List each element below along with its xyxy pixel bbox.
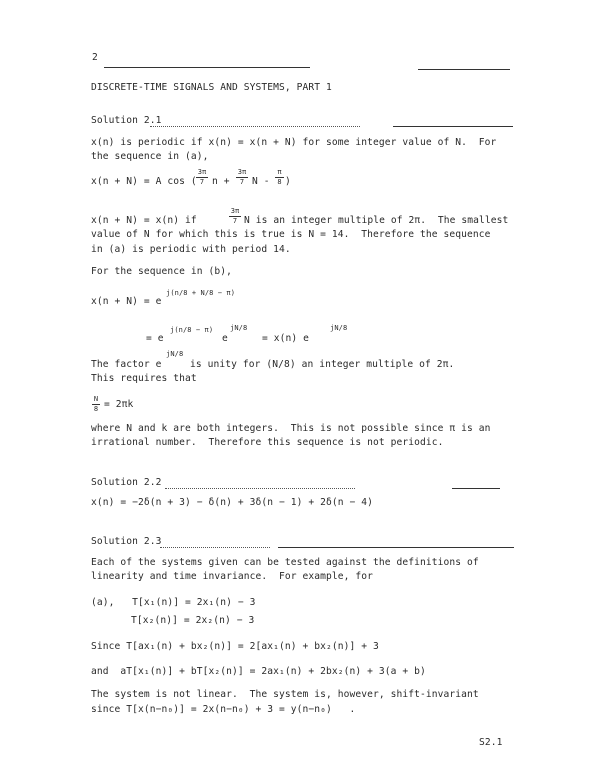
sol-2-3-line-p2: linearity and time invariance. For example, for — [91, 571, 374, 582]
sol-2-1-line-p1: x(n + N) = x(n) if — [91, 215, 197, 226]
solution-2-2-heading: Solution 2.2 — [91, 477, 162, 488]
eq4-rhs: = 2πk — [104, 399, 134, 410]
heading-rule-2-1-right — [393, 126, 513, 127]
eq3-lhs: = e — [146, 333, 164, 344]
sol-2-1-line-p4: For the sequence in (b), — [91, 266, 233, 277]
sol-2-2-equation: x(n) = −2δ(n + 3) − δ(n) + 3δ(n − 1) + 2δ(n − 4) — [91, 497, 374, 508]
eq1-close: ) — [285, 176, 291, 187]
eq3-exponent-2: jN/8 — [230, 324, 248, 332]
eq3-exponent-1: j(n/8 − π) — [170, 326, 214, 334]
p1-frac-den: 7 — [232, 217, 238, 225]
sol-2-1-line-p5-rest: is unity for (N/8) an integer multiple of 2π. — [190, 359, 455, 370]
sol-2-1-line-p7: where N and k are both integers. This is not possible since π is an — [91, 423, 491, 434]
solution-2-3-heading: Solution 2.3 — [91, 536, 162, 547]
p1-frac-num: 3π — [230, 207, 240, 215]
heading-rule-2-3-right — [278, 547, 514, 548]
eq4-frac-num: N — [93, 395, 99, 403]
sol-2-1-line-p1-rest: N is an integer multiple of 2π. The smallest — [244, 215, 509, 226]
sol-2-3-line-p1: Each of the systems given can be tested against the definitions of — [91, 557, 479, 568]
eq1-frac-3 — [275, 169, 284, 186]
sol-2-1-line-p3: in (a) is periodic with period 14. — [91, 244, 291, 255]
p1-frac — [229, 208, 241, 225]
eq3-rhs: = x(n) e — [262, 333, 310, 344]
eq1-frac-1-den: 7 — [199, 178, 205, 186]
heading-rule-2-2 — [165, 488, 355, 489]
heading-rule-2-2-right — [452, 488, 500, 489]
sol-2-1-line-p2: value of N for which this is true is N = 14. Therefore the sequence — [91, 229, 491, 240]
sol-2-3-eq-a1: (a), T[x₁(n)] = 2x₁(n) − 3 — [91, 597, 256, 608]
eq1-N-term: N - — [252, 176, 270, 187]
p5-exponent: jN/8 — [166, 350, 184, 358]
eq1-n-term: n + — [212, 176, 230, 187]
sol-2-1-intro-line-2: the sequence in (a), — [91, 151, 209, 162]
sol-2-3-eq-a2: T[x₂(n)] = 2x₂(n) − 3 — [131, 615, 255, 626]
eq1-frac-2 — [236, 169, 248, 186]
sol-2-3-line-p3: The system is not linear. The system is, however, shift-invariant — [91, 689, 479, 700]
heading-rule-2-1 — [150, 126, 360, 127]
eq1-frac-2-den: 7 — [239, 178, 245, 186]
eq1-frac-2-num: 3π — [237, 168, 247, 176]
eq1-frac-1 — [196, 169, 208, 186]
eq1-frac-3-num: π — [277, 168, 282, 176]
sol-2-3-line-p4: since T[x(n−n₀)] = 2x(n−n₀) + 3 = y(n−n₀) . — [91, 704, 356, 715]
eq2-lhs: x(n + N) = e — [91, 296, 162, 307]
page-number: 2 — [92, 52, 98, 63]
chapter-title: DISCRETE-TIME SIGNALS AND SYSTEMS, PART 1 — [91, 82, 332, 93]
sol-2-1-intro-line-1: x(n) is periodic if x(n) = x(n + N) for some integer value of N. For — [91, 137, 497, 148]
header-rule-right — [418, 69, 510, 70]
solution-2-1-heading: Solution 2.1 — [91, 115, 162, 126]
eq4-frac — [92, 396, 100, 413]
sol-2-1-line-p6: This requires that — [91, 373, 197, 384]
sol-2-3-eq-since: Since T[ax₁(n) + bx₂(n)] = 2[ax₁(n) + bx₂(n)] + 3 — [91, 641, 379, 652]
heading-rule-2-3 — [160, 547, 270, 548]
eq1-lhs: x(n + N) = A cos ( — [91, 176, 197, 187]
sol-2-1-line-p5: The factor e — [91, 359, 162, 370]
header-rule-left — [104, 67, 310, 68]
sol-2-1-line-p8: irrational number. Therefore this sequence is not periodic. — [91, 437, 444, 448]
eq3-exponent-3: jN/8 — [330, 324, 348, 332]
footer-code: S2.1 — [479, 737, 503, 748]
sol-2-3-eq-and: and aT[x₁(n)] + bT[x₂(n)] = 2ax₁(n) + 2bx₂(n) + 3(a + b) — [91, 666, 426, 677]
eq4-frac-den: 8 — [93, 405, 99, 413]
eq2-exponent: j(n/8 + N/8 − π) — [166, 289, 236, 297]
eq3-mid: e — [222, 333, 228, 344]
eq1-frac-1-num: 3π — [197, 168, 207, 176]
eq1-frac-3-den: 8 — [277, 178, 282, 186]
